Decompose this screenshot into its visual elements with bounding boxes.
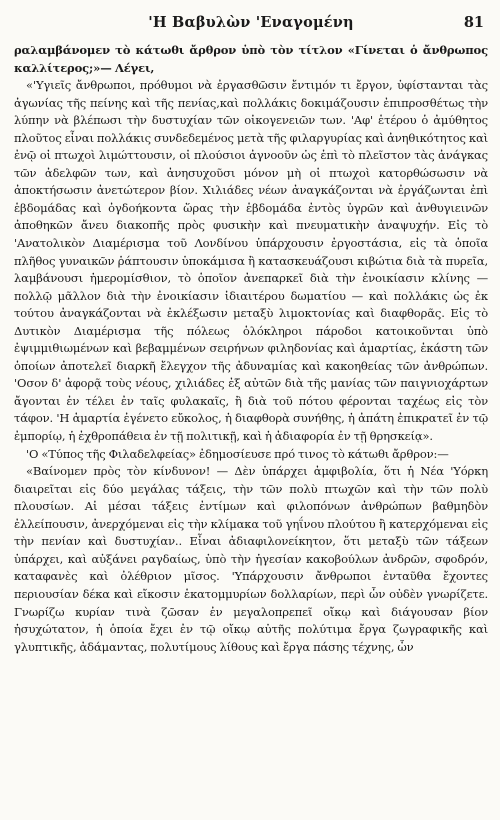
running-title: 'Η Βαβυλὼν 'Εναγομένη	[148, 14, 354, 31]
quoted-paragraph: «Βαίνομεν πρὸς τὸν κίνδυνον! — Δὲν ὑπάρχει ἀμφιβολία, ὅτι ἡ Νέα 'Υόρκη διαιρεῖται εἰς δύο μεγάλας τάξεις, τὴν τῶν πολὺ πτωχῶν καὶ τὴν τῶν πολὺ πλουσίων. Αἱ μέσαι τάξεις ἐντίμων καὶ φιλοπόνων ἀνθρώπων βαθμηδὸν ἐλλείπουσιν, ἀνερχόμεναι εἰς τὴν κλίμακα τοῦ γηΐνου πλούτου ἢ κατερχόμεναι εἰς τὴν πενίαν καὶ δυστυχίαν.. Εἶναι ἀδιαφιλονείκητον, ὅτι μεταξὺ τῶν τάξεων ὑπάρχει, καὶ αὐξάνει ραγδαίως, ὑπὸ τὴν ἡγεσίαν κακοβούλων ἀνδρῶν, σφοδρόν, καταφανὲς καὶ ὀλέθριον μῖσος. 'Υπάρχουσιν ἄνθρωποι ἐνταῦθα ἔχοντες περιουσίαν δέκα καὶ εἴκοσιν ἑκατομμυρίων δολλαρίων, περὶ ὧν οὐδὲν γνωρίζετε. Γνωρίζω κυρίαν τινὰ ζῶσαν ἐν μεγαλοπρεπεῖ οἴκῳ καὶ διάγουσαν βίον ἡσυχώτατον, ἡ ὁποία ἔχει ἐν τῷ οἴκῳ αὐτῆς πολύτιμα ἔργα ζωγραφικῆς καὶ γλυπτικῆς, ἀδάμαντας, πολυτίμους λίθους καὶ ἔργα πάσης τέχνης, ὧν	[14, 464, 488, 654]
running-header	[14, 12, 488, 34]
paragraph-continuation: ραλαμβάνομεν τὸ κάτωθι ἄρθρον ὑπὸ τὸν τίτλον «Γίνεται ὁ ἄνθρωπος καλλίτερος;»— Λέγει,	[14, 43, 488, 75]
quoted-paragraph: «'Υγιεῖς ἄνθρωποι, πρόθυμοι νὰ ἐργασθῶσιν ἔντιμόν τι ἔργον, ὑφίστανται τὰς ἀγωνίας τῆς πείνης καὶ τῆς πενίας,καὶ πολλάκις δοκιμάζουσιν ἐπιπροσθέτως τὴν λύπην νὰ βλέπωσι τὴν δυστυχίαν τῶν οἰκογενειῶν των. 'Αφ' ἑτέρου ὁ ἀμύθητος πλοῦτος εἶναι πολλάκις συνδεδεμένος μετὰ τῆς φιλαργυρίας καὶ ἀνηθικότητος καὶ ἐνῷ οἱ πτωχοὶ λιμώττουσιν, οἱ πλούσιοι ἀγνοοῦν ὡς ἐπὶ τὸ πλεῖστον τὰς ἀνάγκας τῶν ἀδελφῶν των, καὶ ἀνησυχοῦσι μόνον μὴ οἱ πτωχοὶ κατορθώσωσιν νὰ ἀποκτήσωσιν ἀνετώτερον βίον. Χιλιάδες νέων ἀναγκάζονται νὰ ἐργάζωνται ἐπὶ ἑβδομάδας καὶ ὀγδοήκοντα ὥρας τὴν ἑβδομάδα ἐντὸς ὑγρῶν καὶ ἀνθυγιεινῶν ἀποθηκῶν ἄνευ διακοπῆς πρὸς φυσικὴν καὶ πνευματικὴν ἀναψυχήν. Εἰς τὸ 'Ανατολικὸν Διαμέρισμα τοῦ Λονδίνου ὑπάρχουσιν ἐργοστάσια, εἰς τὰ ὁποῖα πλῆθος γυναικῶν ῥάπτουσιν ὑποκάμισα ἢ κατασκευάζουσι κιβώτια διὰ τὰ πυρεῖα, λαμβάνουσι ἡμερομίσθιον, τὸ ὁποῖον ἀνεπαρκεῖ διὰ τὴν ἐνοικίασιν κλίνης — πολλῷ μᾶλλον διὰ τὴν ἐνοικίασιν ἰδιαιτέρου δωματίου — καὶ πολλάκις ὡς ἐκ τούτου ἀναγκάζονται νὰ ἐκλέξωσιν μεταξὺ λιμοκτονίας καὶ διαφθορᾶς. Εἰς τὸ Δυτικὸν Διαμέρισμα τῆς πόλεως ὁλόκληροι πάροδοι κατοικοῦνται ὑπὸ ἐψιμμιθιωμένων καὶ βεβαμμένων σειρήνων φιληδονίας καὶ ἁμαρτίας, ἑκάστη τῶν ὁποίων ἀποτελεῖ διαρκῆ ἔλεγχον τῆς ἀδυναμίας καὶ κακοηθείας τῶν ἀνθρώπων. 'Οσον δ' ἀφορᾷ τοὺς νέους, χιλιάδες ἐξ αὐτῶν διὰ τῆς μανίας τῶν παιγνιοχάρτων ἄγονται ἐν τέλει ἐν ταῖς φυλακαῖς, ἢ διὰ τοῦ πότου φέρονται ταχέως εἰς τὸν τάφον. 'Η ἁμαρτία ἐγένετο εὔκολος, ἡ διαφθορὰ συνήθης, ἡ ἀπάτη ἐπικρατεῖ ἐν τῷ ἐμπορίῳ, ἡ ἐχθροπάθεια ἐν τῇ πολιτικῇ, καὶ ἡ ἀδιαφορία ἐν τῇ θρησκείᾳ».	[14, 78, 488, 444]
body-text	[14, 42, 488, 656]
paragraph-introduction: 'Ο «Τύπος τῆς Φιλαδελφείας» ἐδημοσίευσε πρό τινος τὸ κάτωθι ἄρθρον:—	[26, 446, 449, 461]
page-number: 81	[463, 14, 484, 31]
